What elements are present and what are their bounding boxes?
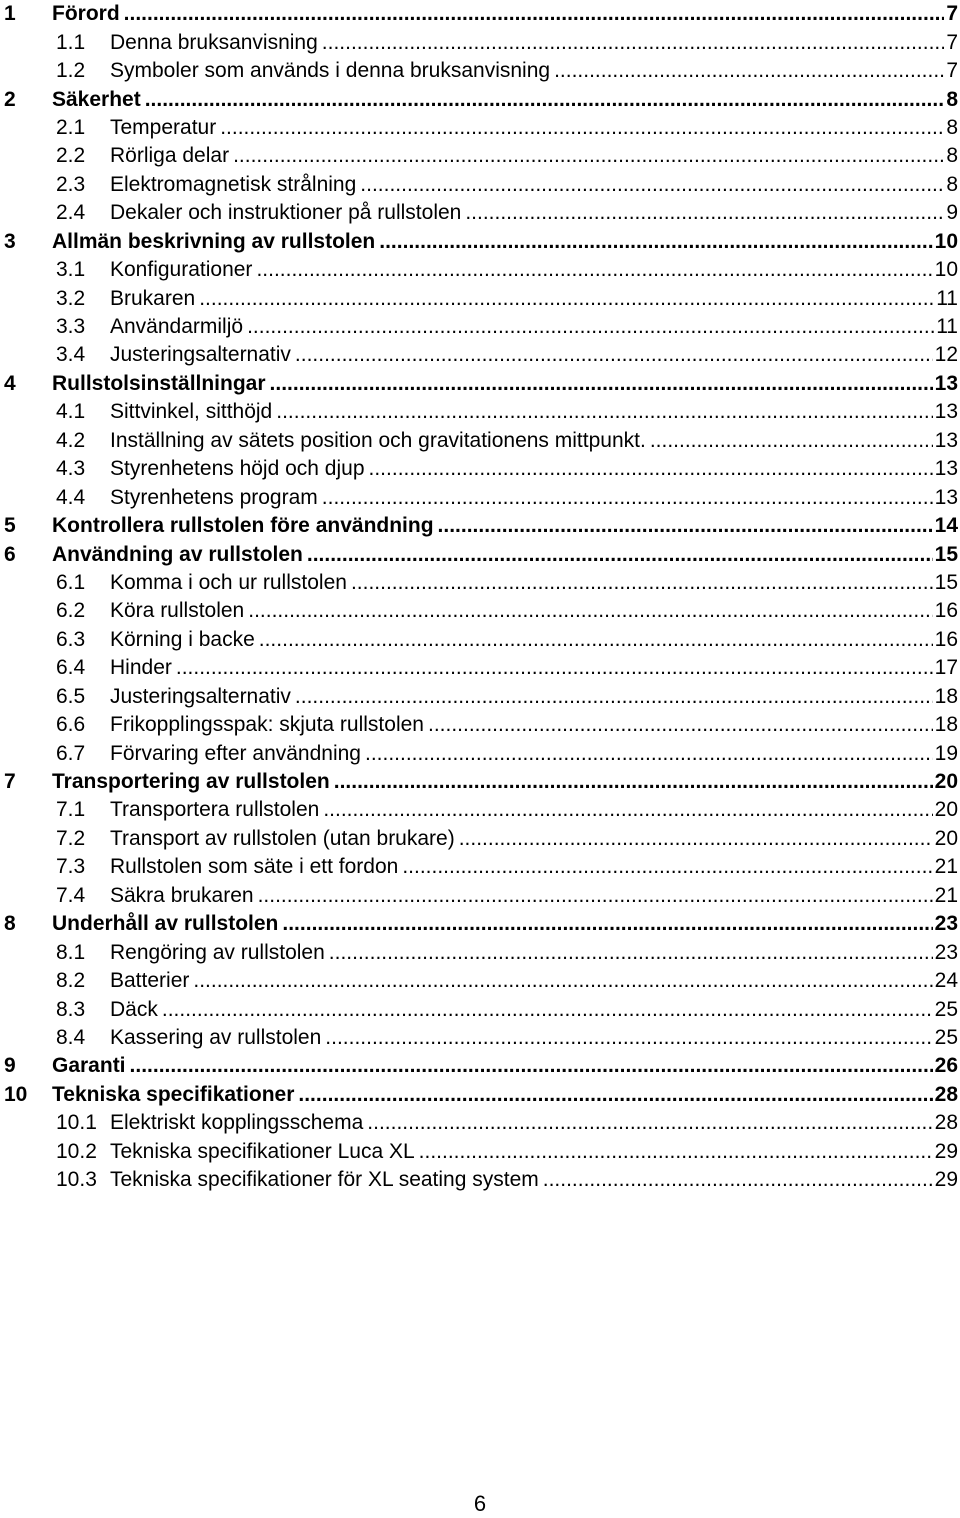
toc-dot-leader — [256, 258, 932, 282]
toc-dot-leader — [258, 884, 933, 908]
toc-entry-title: Styrenhetens höjd och djup — [110, 457, 365, 481]
toc-entry-number: 6.4 — [56, 656, 86, 680]
toc-entry-number: 7.1 — [56, 798, 86, 822]
toc-entry[interactable] — [0, 796, 960, 824]
toc-entry-title: Körning i backe — [110, 627, 255, 651]
toc-entry-page: 12 — [934, 343, 958, 367]
toc-entry-number: 10.3 — [56, 1168, 97, 1192]
toc-entry-page: 18 — [934, 713, 958, 737]
toc-entry-title: Användarmiljö — [110, 315, 244, 339]
toc-entry-page: 13 — [934, 371, 958, 395]
toc-entry-number: 1 — [4, 2, 16, 26]
toc-entry-number: 3.3 — [56, 315, 86, 339]
toc-entry-page: 13 — [934, 485, 958, 509]
toc-dot-leader — [193, 969, 932, 993]
toc-entry-number: 1.2 — [56, 59, 86, 83]
toc-entry[interactable] — [0, 483, 960, 511]
toc-entry-page: 20 — [934, 798, 958, 822]
toc-entry-title: Hinder — [110, 656, 172, 680]
toc-entry-page: 28 — [934, 1082, 958, 1106]
toc-dot-leader — [276, 400, 932, 424]
toc-entry-page: 8 — [946, 172, 958, 196]
toc-entry[interactable] — [0, 0, 960, 28]
toc-entry-number: 4 — [4, 371, 16, 395]
toc-dot-leader — [554, 59, 944, 83]
toc-entry-title: Sittvinkel, sitthöjd — [110, 400, 273, 424]
toc-entry-page: 23 — [934, 912, 958, 936]
toc-entry-page: 8 — [946, 144, 958, 168]
toc-entry-page: 7 — [946, 59, 958, 83]
toc-entry-page: 18 — [934, 684, 958, 708]
toc-entry[interactable] — [0, 910, 960, 938]
toc-entry-title: Brukaren — [110, 286, 196, 310]
toc-dot-leader — [259, 628, 933, 652]
toc-entry-page: 24 — [934, 969, 958, 993]
toc-entry[interactable] — [0, 28, 960, 56]
toc-entry-title: Allmän beskrivning av rullstolen — [52, 229, 376, 253]
toc-entry-number: 3.2 — [56, 286, 86, 310]
toc-entry[interactable] — [0, 228, 960, 256]
toc-entry-number: 4.1 — [56, 400, 86, 424]
toc-entry-page: 29 — [934, 1168, 958, 1192]
toc-entry[interactable] — [0, 825, 960, 853]
toc-dot-leader — [650, 429, 933, 453]
toc-entry-number: 2 — [4, 87, 16, 111]
toc-dot-leader — [248, 599, 932, 623]
toc-entry-title: Rengöring av rullstolen — [110, 940, 325, 964]
toc-dot-leader — [233, 144, 944, 168]
toc-dot-leader — [322, 31, 945, 55]
toc-entry-title: Elektriskt kopplingsschema — [110, 1111, 364, 1135]
toc-entry-page: 8 — [946, 87, 958, 111]
toc-dot-leader — [365, 742, 933, 766]
toc-entry[interactable] — [0, 142, 960, 170]
toc-entry-number: 6.3 — [56, 627, 86, 651]
toc-entry-page: 10 — [934, 258, 958, 282]
toc-dot-leader — [322, 486, 933, 510]
toc-dot-leader — [124, 2, 945, 26]
toc-entry-page: 7 — [946, 2, 958, 26]
toc-entry[interactable] — [0, 1052, 960, 1080]
toc-entry-page: 16 — [934, 599, 958, 623]
toc-entry-number: 3.1 — [56, 258, 86, 282]
toc-entry-title: Rullstolen som säte i ett fordon — [110, 855, 399, 879]
toc-entry-title: Däck — [110, 997, 158, 1021]
toc-entry-title: Köra rullstolen — [110, 599, 245, 623]
toc-entry-title: Kassering av rullstolen — [110, 1025, 322, 1049]
toc-entry[interactable] — [0, 540, 960, 568]
toc-entry-title: Förvaring efter användning — [110, 741, 361, 765]
toc-entry-number: 7 — [4, 770, 16, 794]
toc-dot-leader — [428, 713, 933, 737]
toc-entry-title: Temperatur — [110, 115, 217, 139]
toc-entry[interactable] — [0, 171, 960, 199]
toc-entry[interactable] — [0, 626, 960, 654]
toc-dot-leader — [369, 457, 933, 481]
toc-entry[interactable] — [0, 284, 960, 312]
toc-entry[interactable] — [0, 114, 960, 142]
toc-entry-page: 21 — [934, 855, 958, 879]
toc-entry[interactable] — [0, 1081, 960, 1109]
toc-entry-number: 4.4 — [56, 485, 86, 509]
toc-dot-leader — [307, 543, 933, 567]
toc-entry-number: 2.2 — [56, 144, 86, 168]
toc-dot-leader — [334, 770, 933, 794]
toc-entry-page: 16 — [934, 627, 958, 651]
toc-dot-leader — [459, 827, 933, 851]
toc-entry[interactable] — [0, 1166, 960, 1194]
toc-dot-leader — [465, 201, 944, 225]
toc-dot-leader — [145, 88, 945, 112]
toc-entry-title: Konfigurationer — [110, 258, 253, 282]
toc-entry[interactable] — [0, 853, 960, 881]
toc-entry-title: Styrenhetens program — [110, 485, 318, 509]
toc-entry-number: 10.1 — [56, 1111, 97, 1135]
toc-entry[interactable] — [0, 597, 960, 625]
toc-entry-number: 4.3 — [56, 457, 86, 481]
toc-entry-title: Säkra brukaren — [110, 883, 254, 907]
toc-entry-title: Justeringsalternativ — [110, 343, 291, 367]
toc-entry-title: Batterier — [110, 969, 190, 993]
toc-entry-number: 5 — [4, 514, 16, 538]
toc-entry-number: 9 — [4, 1054, 16, 1078]
toc-dot-leader — [220, 116, 944, 140]
toc-entry-title: Transportering av rullstolen — [52, 770, 330, 794]
toc-entry-title: Justeringsalternativ — [110, 684, 291, 708]
toc-entry[interactable] — [0, 398, 960, 426]
toc-entry-number: 6 — [4, 542, 16, 566]
toc-entry-page: 29 — [934, 1139, 958, 1163]
toc-entry-title: Inställning av sätets position och gravitationens mittpunkt. — [110, 428, 646, 452]
toc-entry[interactable] — [0, 341, 960, 369]
toc-entry-number: 3 — [4, 229, 16, 253]
toc-entry-number: 6.1 — [56, 570, 86, 594]
toc-entry-title: Transport av rullstolen (utan brukare) — [110, 826, 455, 850]
toc-entry-page: 26 — [934, 1054, 958, 1078]
toc-entry-number: 4.2 — [56, 428, 86, 452]
toc-entry[interactable] — [0, 711, 960, 739]
toc-dot-leader — [329, 941, 933, 965]
toc-entry[interactable] — [0, 427, 960, 455]
toc-entry-title: Underhåll av rullstolen — [52, 912, 279, 936]
toc-entry-title: Tekniska specifikationer Luca XL — [110, 1139, 415, 1163]
toc-entry[interactable] — [0, 313, 960, 341]
toc-entry-number: 6.7 — [56, 741, 86, 765]
toc-entry-number: 7.2 — [56, 826, 86, 850]
toc-entry-title: Komma i och ur rullstolen — [110, 570, 347, 594]
toc-entry-number: 6.6 — [56, 713, 86, 737]
toc-dot-leader — [367, 1111, 932, 1135]
toc-dot-leader — [351, 571, 933, 595]
toc-entry-page: 28 — [934, 1111, 958, 1135]
toc-entry[interactable] — [0, 1024, 960, 1052]
toc-entry[interactable] — [0, 199, 960, 227]
toc-entry-number: 3.4 — [56, 343, 86, 367]
toc-dot-leader — [543, 1168, 933, 1192]
toc-dot-leader — [323, 798, 932, 822]
toc-dot-leader — [295, 685, 933, 709]
toc-entry-number: 2.4 — [56, 201, 86, 225]
toc-entry-page: 13 — [934, 457, 958, 481]
toc-entry-title: Säkerhet — [52, 87, 141, 111]
toc-entry[interactable] — [0, 569, 960, 597]
toc-entry-number: 2.1 — [56, 115, 86, 139]
toc-entry-title: Tekniska specifikationer — [52, 1082, 295, 1106]
toc-entry-page: 17 — [934, 656, 958, 680]
toc-entry-page: 15 — [934, 542, 958, 566]
toc-entry-number: 10.2 — [56, 1139, 97, 1163]
toc-dot-leader — [199, 287, 934, 311]
toc-entry-number: 1.1 — [56, 30, 86, 54]
toc-dot-leader — [402, 855, 932, 879]
toc-entry[interactable] — [0, 882, 960, 910]
toc-entry-page: 21 — [934, 883, 958, 907]
toc-entry-title: Elektromagnetisk strålning — [110, 172, 357, 196]
toc-entry-title: Tekniska specifikationer för XL seating system — [110, 1168, 539, 1192]
toc-dot-leader — [162, 998, 933, 1022]
toc-entry-number: 8 — [4, 912, 16, 936]
toc-entry-page: 11 — [936, 286, 958, 310]
toc-entry[interactable] — [0, 739, 960, 767]
page-number: 6 — [473, 1491, 487, 1516]
toc-dot-leader — [295, 343, 933, 367]
toc-entry[interactable] — [0, 683, 960, 711]
toc-entry-title: Garanti — [52, 1054, 126, 1078]
toc-dot-leader — [176, 656, 933, 680]
toc-dot-leader — [282, 912, 932, 936]
toc-entry-page: 7 — [946, 30, 958, 54]
toc-entry-page: 13 — [934, 400, 958, 424]
toc-entry-title: Symboler som används i denna bruksanvisning — [110, 59, 551, 83]
toc-entry-page: 11 — [936, 315, 958, 339]
toc-entry-number: 7.4 — [56, 883, 86, 907]
toc-entry[interactable] — [0, 512, 960, 540]
toc-entry-number: 6.5 — [56, 684, 86, 708]
toc-entry-number: 6.2 — [56, 599, 86, 623]
toc-dot-leader — [438, 514, 933, 538]
toc-entry-title: Transportera rullstolen — [110, 798, 320, 822]
toc-dot-leader — [298, 1083, 932, 1107]
toc-dot-leader — [379, 230, 932, 254]
toc-entry-page: 20 — [934, 826, 958, 850]
toc-entry[interactable] — [0, 995, 960, 1023]
toc-entry-number: 2.3 — [56, 172, 86, 196]
toc-entry[interactable] — [0, 938, 960, 966]
toc-dot-leader — [325, 1026, 932, 1050]
toc-entry[interactable] — [0, 654, 960, 682]
toc-entry-page: 23 — [934, 940, 958, 964]
toc-entry-title: Dekaler och instruktioner på rullstolen — [110, 201, 462, 225]
toc-dot-leader — [270, 372, 933, 396]
toc-entry[interactable] — [0, 57, 960, 85]
toc-entry-page: 13 — [934, 428, 958, 452]
toc-entry-title: Frikopplingsspak: skjuta rullstolen — [110, 713, 424, 737]
toc-dot-leader — [419, 1140, 933, 1164]
toc-dot-leader — [130, 1054, 933, 1078]
toc-entry-title: Denna bruksanvisning — [110, 30, 318, 54]
toc-entry[interactable] — [0, 370, 960, 398]
toc-entry[interactable] — [0, 967, 960, 995]
toc-entry-page: 14 — [934, 514, 958, 538]
toc-dot-leader — [247, 315, 934, 339]
toc-entry[interactable] — [0, 85, 960, 113]
toc-entry[interactable] — [0, 1138, 960, 1166]
toc-entry-page: 25 — [934, 1025, 958, 1049]
toc-entry-title: Rörliga delar — [110, 144, 230, 168]
toc-entry[interactable] — [0, 768, 960, 796]
toc-entry-page: 19 — [934, 741, 958, 765]
toc-entry-title: Kontrollera rullstolen före användning — [52, 514, 434, 538]
toc-entry-title: Rullstolsinställningar — [52, 371, 266, 395]
toc-entry-page: 9 — [946, 201, 958, 225]
toc-entry-number: 10 — [4, 1082, 28, 1106]
toc-entry-number: 8.1 — [56, 940, 86, 964]
toc-entry-page: 15 — [934, 570, 958, 594]
toc-entry[interactable] — [0, 1109, 960, 1137]
toc-entry-page: 8 — [946, 115, 958, 139]
toc-entry[interactable] — [0, 256, 960, 284]
toc-entry-page: 10 — [934, 229, 958, 253]
toc-entry-title: Förord — [52, 2, 120, 26]
toc-entry-number: 7.3 — [56, 855, 86, 879]
toc-entry-number: 8.4 — [56, 1025, 86, 1049]
toc-entry-number: 8.2 — [56, 969, 86, 993]
toc-entry-page: 20 — [934, 770, 958, 794]
toc-entry-number: 8.3 — [56, 997, 86, 1021]
toc-dot-leader — [360, 173, 944, 197]
toc-entry-title: Användning av rullstolen — [52, 542, 303, 566]
toc-entry[interactable] — [0, 455, 960, 483]
toc-entry-page: 25 — [934, 997, 958, 1021]
